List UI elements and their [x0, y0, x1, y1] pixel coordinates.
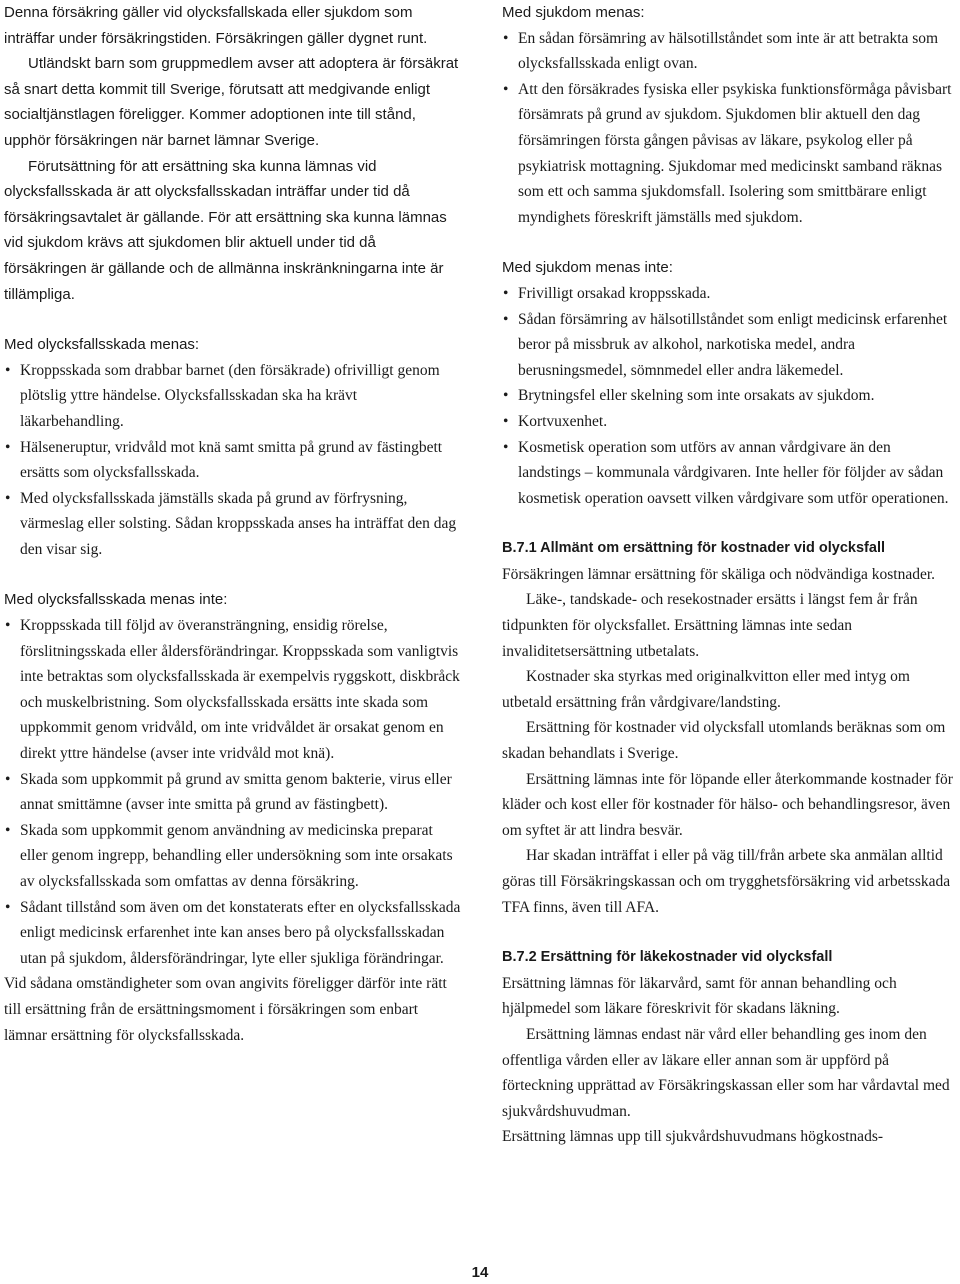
list-item: • Kortvuxenhet.: [502, 409, 954, 435]
condition-paragraph: [4, 154, 462, 308]
list-item: • Sådant tillstånd som även om det konstaterats efter en olycksfallsskada enligt medicinsk erfarenhet inte kan anses bero på olycksfallsskadan utan på sjukdom, åldersförändringar, lyte eller sjukliga förändringar.: [4, 895, 462, 972]
accident-not-list: [4, 613, 462, 971]
coverage-paragraph: Denna försäkring gäller vid olycksfallskada eller sjukdom som inträffar under försäkringstiden. Försäkringen gäller dygnet runt.: [4, 4, 428, 47]
b72-paragraph: Ersättning lämnas endast när vård eller behandling ges inom den offentliga vården eller av läkare eller annan som är uppförd på förteckning upprättad av Försäkringskassan eller som har vårdavtal med sjukvårdshuvudman.: [502, 1025, 950, 1120]
condition-text-a: Förutsättning för att ersättning ska kunna lämnas vid olycksfallsskada är att olycksfallsskadan inträffar under tid då försäkringsavtalet är gällande.: [4, 157, 410, 226]
section-heading-b72: B.7.2 Ersättning för läkekostnader vid olycksfall: [502, 949, 833, 966]
b72-paragraph: Ersättning lämnas upp till sjukvårdshuvudmans högkostnads-: [502, 1128, 884, 1146]
page-number: 14: [471, 1264, 489, 1281]
list-item: • Frivilligt orsakad kroppsskada.: [502, 281, 954, 307]
list-item: • Skada som uppkommit genom användning av medicinska preparat eller genom ingrepp, behandling eller undersökning som inte orsakats av olycksfallsskada som omfattas av denna försäkring.: [4, 818, 462, 895]
condition-text-b: För att ersättning ska kunna lämnas vid sjukdom krävs att sjukdomen blir aktuell under tid då försäkringen är gällande och de allmänna inskränkningarna inte är tillämpliga.: [4, 208, 447, 303]
section-heading-b71: B.7.1 Allmänt om ersättning för kostnader vid olycksfall: [502, 540, 886, 557]
list-item: • Brytningsfel eller skelning som inte orsakats av sjukdom.: [502, 383, 954, 409]
b71-paragraph: Har skadan inträffat i eller på väg till/från arbete ska anmälan alltid göras till Försäkringskassan och om trygghetsförsäkring vid arbetsskada TFA finns, även till AFA.: [502, 847, 951, 916]
b71-paragraph: Försäkringen lämnar ersättning för skäliga och nödvändiga kostnader.: [502, 565, 936, 583]
list-item: • Hälseneruptur, vridvåld mot knä samt smitta på grund av fästingbett ersätts som olycksfallsskada.: [4, 435, 462, 486]
list-item: • Med olycksfallsskada jämställs skada på grund av förfrysning, värmeslag eller solsting. Sådan kroppsskada anses ha inträffat den dag den visar sig.: [4, 486, 462, 563]
b72-paragraph: Ersättning lämnas för läkarvård, samt för annan behandling och hjälpmedel som läkare föreskrivit för skadans läkning.: [502, 974, 897, 1018]
closing-paragraph: Vid sådana omständigheter som ovan angivits föreligger därför inte rätt till ersättning från de ersättningsmoment i försäkringen som enbart lämnar ersättning för olycksfallsskada.: [4, 975, 447, 1044]
list-item: • Skada som uppkommit på grund av smitta genom bakterie, virus eller annat smittämne (avser inte smitta på grund av fästingbett).: [4, 767, 462, 818]
illness-list: [502, 26, 954, 231]
list-item: • Kosmetisk operation som utförs av annan vårdgivare än den landstings – kommunala vårdgivaren. Inte heller för följder av sådan kosmetisk operation oavsett vilken vårdgivare som utför operationen.: [502, 435, 954, 512]
b71-paragraph: Kostnader ska styrkas med originalkvitton eller med intyg om utbetald ersättning från vårdgivare/landsting.: [502, 668, 910, 711]
adoption-paragraph: [4, 51, 462, 153]
illness-not-list: [502, 281, 954, 511]
accident-list: [4, 358, 462, 563]
left-column: [4, 0, 462, 1048]
b71-paragraph: Läke-, tandskade- och resekostnader ersätts i längst fem år från tidpunkten för olycksfallet. Ersättning lämnas inte sedan invaliditetsersättning utbetalats.: [502, 591, 918, 660]
list-item: • Att den försäkrades fysiska eller psykiska funktionsförmåga påvisbart försämrats på grund av sjukdom. Sjukdomen blir aktuell den dag försämringen första gången påvisas av läkare, psykolog eller på psykiatrisk mottagning. Sjukdomar med medicinskt samband räknas som ett och samma sjukdomsfall. Isolering som smittbärare enligt myndighets föreskrift jämställs med sjukdom.: [502, 77, 954, 231]
b71-paragraph: Ersättning lämnas inte för löpande eller återkommande kostnader för kläder och kost eller för kostnader för hälso- och behandlingsresor, även om syftet är att lindra besvär.: [502, 770, 953, 839]
list-item: • Kroppsskada till följd av överansträngning, ensidig rörelse, förslitningsskada eller åldersförändringar. Kroppsskada som vanligtvis inte betraktas som olycksfallsskada är exempelvis ryggskott, diskbråck och muskelbristning. Som olycksfallsskada ersätts inte skada som uppkommit genom vridvåld, om inte vridvåldet är orsakat genom en direkt yttre händelse (avser inte vridvåld mot knä).: [4, 613, 462, 767]
illness-label: Med sjukdom menas:: [502, 4, 645, 21]
accident-not-label: Med olycksfallsskada menas inte:: [4, 591, 228, 609]
list-item: • Kroppsskada som drabbar barnet (den försäkrade) ofrivilligt genom plötslig yttre händelse. Olycksfallsskadan ska ha krävt läkarbehandling.: [4, 358, 462, 435]
right-column: [502, 0, 954, 1150]
list-item: • Sådan försämring av hälsotillståndet som enligt medicinsk erfarenhet beror på missbruk av alkohol, narkotiska medel, andra berusningsmedel, sömnmedel eller andra läkemedel.: [502, 307, 954, 384]
adoption-text-b: Kommer adoptionen inte till stånd, upphör försäkringen när barnet lämnar Sverige.: [4, 106, 416, 149]
list-item: • En sådan försämring av hälsotillståndet som inte är att betrakta som olycksfallsskada enligt ovan.: [502, 26, 954, 77]
illness-not-label: Med sjukdom menas inte:: [502, 259, 673, 277]
adoption-text-a: Utländskt barn som gruppmedlem avser att adoptera är försäkrat så snart detta kommit till Sverige, förutsatt att medgivande enligt socialtjänstlagen föreligger.: [4, 55, 459, 124]
b71-paragraph: Ersättning för kostnader vid olycksfall utomlands beräknas som om skadan behandlats i Sverige.: [502, 719, 946, 763]
accident-label: Med olycksfallsskada menas:: [4, 336, 200, 354]
